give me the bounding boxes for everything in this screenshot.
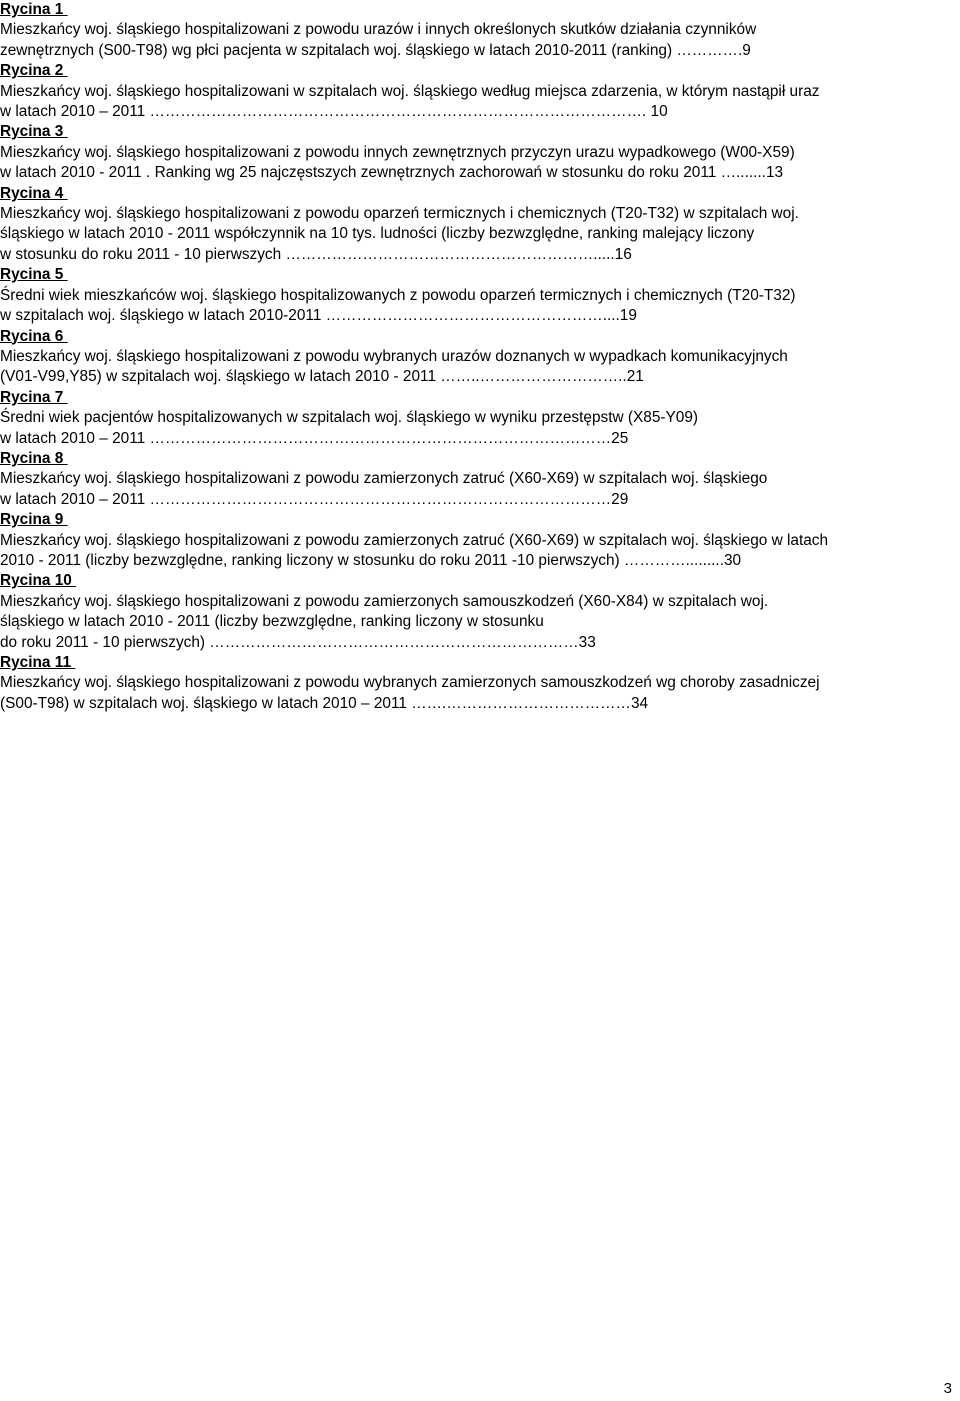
entry-text-line: Mieszkańcy woj. śląskiego hospitalizowani z powodu innych zewnętrznych przyczyn urazu wypadkowego (W00-X59) [0,143,795,161]
entry-heading: Rycina 1 [0,1,68,18]
toc-entry-rycina-8 [0,449,958,510]
entry-text-line: w szpitalach woj. śląskiego w latach 2010-2011 ………………………………………………....19 [0,307,637,325]
entry-text-line: zewnętrznych (S00-T98) wg płci pacjenta w szpitalach woj. śląskiego w latach 2010-2011 (ranking) ………….9 [0,41,751,59]
entry-text-line: śląskiego w latach 2010 - 2011 współczynnik na 10 tys. ludności (liczby bezwzględne, ranking malejący liczony [0,225,755,243]
toc-entry-rycina-4 [0,184,958,266]
entry-text-line: w latach 2010 - 2011 . Ranking wg 25 najczęstszych zewnętrznych zachorowań w stosunku do roku 2011 ….......13 [0,164,784,182]
entry-heading: Rycina 10 [0,572,77,590]
entry-text-line: Mieszkańcy woj. śląskiego hospitalizowani z powodu wybranych zamierzonych samouszkodzeń wg choroby zasadniczej [0,674,820,692]
toc-entry-rycina-1 [0,0,958,61]
toc-entry-rycina-10 [0,571,958,653]
entry-text-line: Mieszkańcy woj. śląskiego hospitalizowani z powodu oparzeń termicznych i chemicznych (T20-T32) w szpitalach woj. [0,205,799,223]
entry-text-line: Mieszkańcy woj. śląskiego hospitalizowani z powodu zamierzonych zatruć (X60-X69) w szpitalach woj. śląskiego w latach [0,531,829,549]
entry-text-line: Mieszkańcy woj. śląskiego hospitalizowani z powodu zamierzonych zatruć (X60-X69) w szpitalach woj. śląskiego [0,470,768,488]
entry-heading: Rycina 5 [0,266,68,284]
entry-text-line: w latach 2010 – 2011 ………………………………………………………………………………25 [0,429,629,447]
entry-text-line: 2010 - 2011 (liczby bezwzględne, ranking liczony w stosunku do roku 2011 -10 pierwszych) ………….........30 [0,551,742,569]
entry-text-line: śląskiego w latach 2010 - 2011 (liczby bezwzględne, ranking liczony w stosunku [0,613,544,631]
toc-entry-rycina-2 [0,61,958,122]
entry-text-line: Mieszkańcy woj. śląskiego hospitalizowani z powodu zamierzonych samouszkodzeń (X60-X84) w szpitalach woj. [0,592,769,610]
entry-text-line: Mieszkańcy woj. śląskiego hospitalizowani z powodu wybranych urazów doznanych w wypadkach komunikacyjnych [0,347,788,365]
toc-entry-rycina-6 [0,327,958,388]
entry-heading: Rycina 9 [0,511,68,529]
entry-text-line: do roku 2011 - 10 pierwszych) ………………………………………………………………33 [0,633,596,651]
entry-heading: Rycina 4 [0,184,68,202]
entry-text-line: w latach 2010 – 2011 ………………………………………………………………………………29 [0,490,629,508]
entry-text-line: w stosunku do roku 2011 - 10 pierwszych …………………………………………………….....16 [0,245,632,263]
entry-text-line: Średni wiek pacjentów hospitalizowanych w szpitalach woj. śląskiego w wyniku przestępstw (X85-Y09) [0,409,699,427]
entry-heading: Rycina 11 [0,654,76,671]
entry-heading: Rycina 3 [0,123,68,141]
entry-heading: Rycina 7 [0,388,68,406]
toc-entry-rycina-7 [0,388,958,449]
entry-text-line: Mieszkańcy woj. śląskiego hospitalizowani w szpitalach woj. śląskiego według miejsca zdarzenia, w którym nastąpił uraz [0,82,820,100]
entry-text-line: (V01-V99,Y85) w szpitalach woj. śląskiego w latach 2010 - 2011 ……..………………………..21 [0,368,644,386]
entry-text-line: Średni wiek mieszkańców woj. śląskiego hospitalizowanych z powodu oparzeń termicznych i chemicznych (T20-T32) [0,286,796,304]
entry-heading: Rycina 6 [0,327,68,345]
entry-text-line: (S00-T98) w szpitalach woj. śląskiego w latach 2010 – 2011 …….………………………………34 [0,694,649,712]
toc-entry-rycina-3 [0,122,958,183]
entry-heading: Rycina 8 [0,449,68,467]
entry-text-line: Mieszkańcy woj. śląskiego hospitalizowani z powodu urazów i innych określonych skutków działania czynników [0,21,757,39]
toc-entry-rycina-9 [0,510,958,571]
page-number: 3 [943,1380,952,1397]
entry-heading: Rycina 2 [0,62,68,80]
toc-entry-rycina-11 [0,653,958,714]
entry-text-line: w latach 2010 – 2011 ……………………………………………………………………………………. 10 [0,103,668,121]
toc-entry-rycina-5 [0,265,958,326]
